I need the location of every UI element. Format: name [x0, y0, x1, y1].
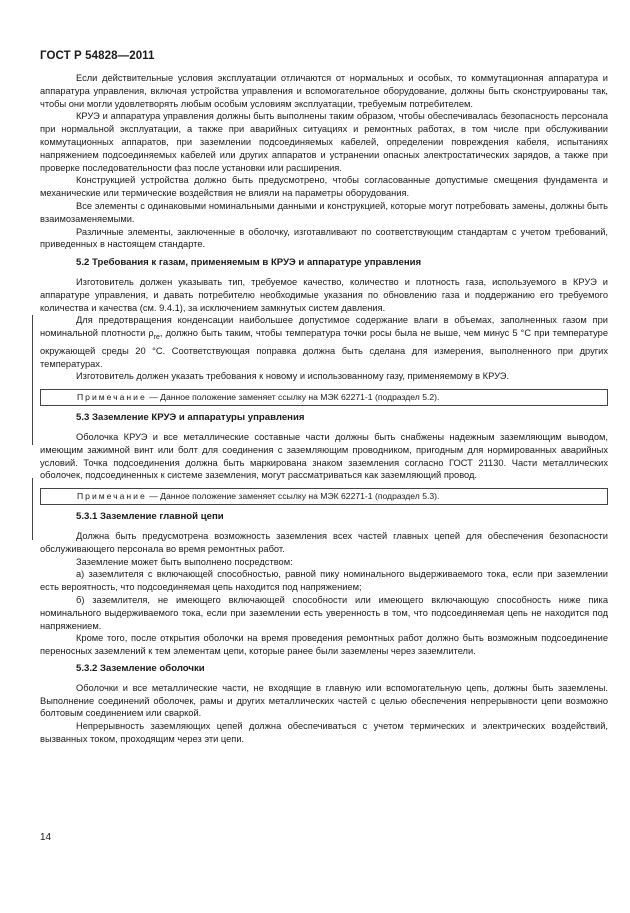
paragraph: Если действительные условия эксплуатации отличаются от нормальных и особых, то коммутационная аппаратура и аппаратура управления, включая устройства управления и вспомогательное оборудование, должны быть сконструированы так, чтобы они могли удовлетворять любым особым условиям эксплуатации, требуемым потребителем.	[40, 73, 608, 109]
paragraph: Различные элементы, заключенные в оболочку, изготавливают по соответствующим стандартам с учетом требований, приведенных в настоящем стандарте.	[40, 226, 608, 250]
paragraph: КРУЭ и аппаратура управления должны быть выполнены таким образом, чтобы обеспечивалась безопасность персонала при нормальной эксплуатации, а также при аварийных ситуациях и ремонтных работах, в том числе при обслуживании коммутационных аппаратов, при заземлении подсоединяемых кабелей, определении повреждения кабеля, испытаниях напряжением подсоединяемых кабелей или других аппаратов и устранении опасных электростатических зарядов, а также при проверке последовательности фаз после установки или расширения.	[40, 111, 608, 173]
section-heading-5-2: 5.2 Требования к газам, применяемым в КРУЭ и аппаратуре управления	[76, 257, 422, 269]
note-text: — Данное положение заменяет ссылку на МЭК 62271-1 (подраздел 5.2).	[146, 392, 440, 403]
note-text: — Данное положение заменяет ссылку на МЭК 62271-1 (подраздел 5.3).	[146, 491, 440, 502]
paragraph: Изготовитель должен указать требования к новому и использованному газу, применяемому в КРУЭ.	[76, 371, 510, 382]
page-number: 14	[40, 832, 52, 843]
paragraph: Оболочки и все металлические части, не входящие в главную или вспомогательную цепь, должны быть заземлены. Выполнение соединений оболочек, рамы и других металлических частей с целью обеспечения непрерывности цепи возможно болтовым соединением или сваркой.	[40, 682, 608, 719]
text-span: , должно быть таким, чтобы температура точки росы была не выше, чем минус 5 °С при температуре окружающей среды 20 °С. Соответствующая поправка должна быть сделана для измерения, выполненного при других температурах.	[40, 328, 608, 369]
change-bar	[32, 315, 33, 445]
density-symbol: ρ	[148, 328, 154, 339]
paragraph: Кроме того, после открытия оболочки на время проведения ремонтных работ должно быть возможным подсоединение переносных заземлений к тем элементам цепи, которые ранее были заземлены через заземлители.	[40, 633, 608, 657]
note-box	[40, 488, 608, 505]
paragraph: Оболочка КРУЭ и все металлические составные части должны быть снабжены надежным заземляющим выводом, имеющим зажимной винт или болт для соединения с заземляющим проводником, пригодным для нормированных аварийных условий. Точка подсоединения должна быть маркирована знаком заземления согласно ГОСТ 21130. Части металлических оболочек, подсоединенных к системе заземления, могут рассматриваться как заземляющий провод.	[40, 431, 608, 481]
note-label: Примечание	[77, 392, 147, 403]
list-item: а) заземлителя с включающей способностью, равной пику номинального выдерживаемого тока, если при заземлении есть вероятность, что подсоединяемая цепь находится под напряжением;	[40, 569, 608, 593]
document-body	[40, 72, 608, 746]
note-box	[40, 389, 608, 406]
paragraph: Должна быть предусмотрена возможность заземления всех частей главных цепей для обеспечения безопасности обслуживающего персонала во время ремонтных работ.	[40, 530, 608, 554]
paragraph: Заземление может быть выполнено посредством:	[76, 556, 293, 567]
list-item: б) заземлителя, не имеющего включающей способности или имеющего включающую способность ниже пика номинального выдерживаемого тока, если при заземлении есть уверенность в том, что подсоединяемая цепь не находится под напряжением.	[40, 594, 608, 631]
paragraph	[40, 314, 608, 370]
section-heading-5-3-2: 5.3.2 Заземление оболочки	[76, 662, 205, 674]
paragraph: Конструкцией устройства должно быть предусмотрено, чтобы согласованные допустимые смещения фундамента и механические или термические воздействия не влияли на параметры оборудования.	[40, 175, 608, 199]
change-bar	[32, 478, 33, 540]
paragraph: Все элементы с одинаковыми номинальными данными и конструкцией, которые могут потребовать замены, должны быть взаимозаменяемыми.	[40, 200, 608, 224]
standard-header: ГОСТ Р 54828—2011	[40, 50, 155, 62]
section-heading-5-3-1: 5.3.1 Заземление главной цепи	[76, 511, 224, 523]
note-label: Примечание	[77, 491, 147, 502]
paragraph: Непрерывность заземляющих цепей должна обеспечиваться с учетом термических и электрических воздействий, вызванных током, проходящим через эти цепи.	[40, 721, 608, 744]
paragraph: Изготовитель должен указывать тип, требуемое качество, количество и плотность газа, используемого в КРУЭ и аппаратуре управления, и давать потребителю необходимые указания по обновлению газа и поддержанию его требуемого количества и качества (см. 9.4.1), за исключением замкнутых систем давления.	[40, 276, 608, 313]
section-heading-5-3: 5.3 Заземление КРУЭ и аппаратуры управления	[76, 412, 305, 424]
density-subscript: re	[153, 334, 160, 341]
text-span: Для предотвращения конденсации наибольшее допустимое содержание влаги в объемах, заполненных газом при номинальной плотности	[40, 315, 608, 339]
